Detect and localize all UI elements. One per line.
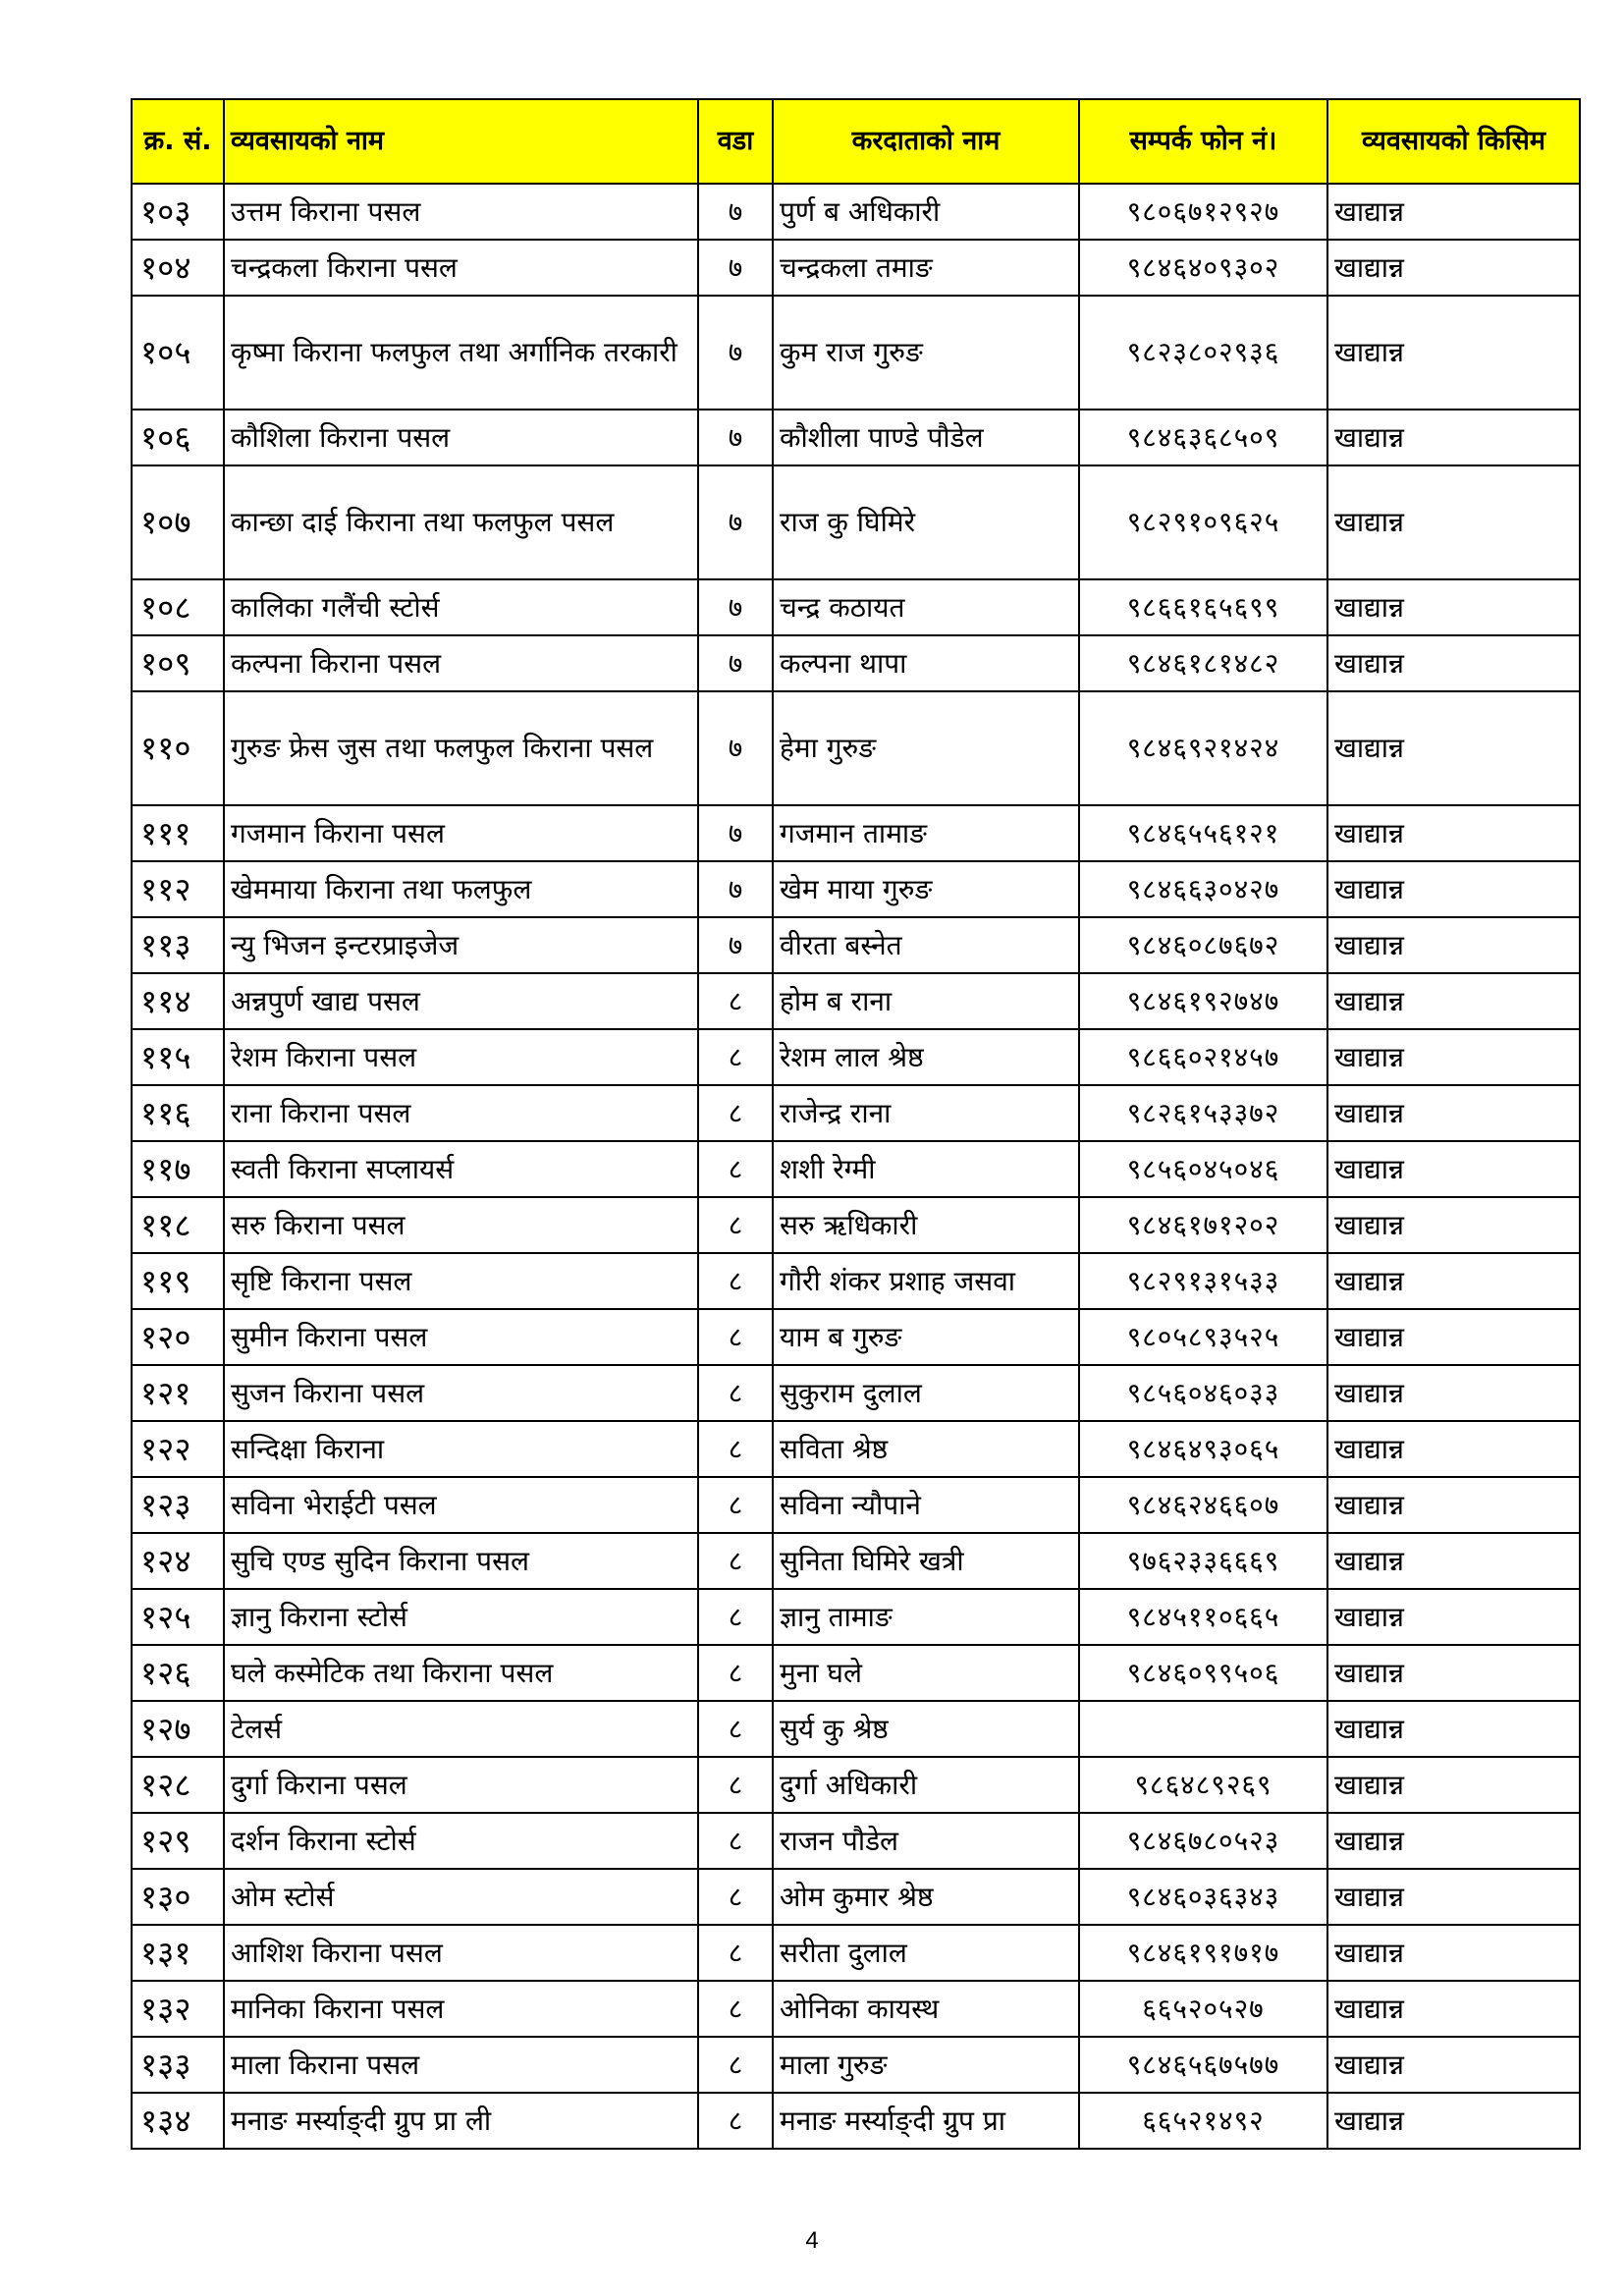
cell-ward: ८ bbox=[698, 1701, 773, 1757]
cell-ward: ७ bbox=[698, 240, 773, 296]
cell-contact-phone: ९८२९१०९६२५ bbox=[1079, 465, 1327, 579]
cell-serial-number: ११६ bbox=[132, 1085, 224, 1141]
cell-business-name: उत्तम किराना पसल bbox=[224, 184, 698, 240]
table-row bbox=[132, 1421, 1580, 1477]
cell-taxpayer-name: सुकुराम दुलाल bbox=[773, 1365, 1079, 1421]
cell-business-name: रेशम किराना पसल bbox=[224, 1029, 698, 1085]
cell-ward: ७ bbox=[698, 635, 773, 691]
cell-business-type: खाद्यान्न bbox=[1327, 1477, 1580, 1533]
cell-contact-phone: ९८४६०९९५०६ bbox=[1079, 1645, 1327, 1701]
cell-contact-phone: ९८४६६३०४२७ bbox=[1079, 861, 1327, 917]
cell-business-type: खाद्यान्न bbox=[1327, 861, 1580, 917]
cell-contact-phone: ९८४६१८१४८२ bbox=[1079, 635, 1327, 691]
cell-ward: ७ bbox=[698, 296, 773, 410]
cell-taxpayer-name: चन्द्र कठायत bbox=[773, 579, 1079, 635]
cell-serial-number: १११ bbox=[132, 805, 224, 861]
cell-business-name: ओम स्टोर्स bbox=[224, 1869, 698, 1925]
cell-taxpayer-name: वीरता बस्नेत bbox=[773, 917, 1079, 973]
cell-ward: ८ bbox=[698, 1309, 773, 1365]
cell-serial-number: ११३ bbox=[132, 917, 224, 973]
document-sheet bbox=[131, 98, 1579, 2150]
cell-serial-number: १२४ bbox=[132, 1533, 224, 1589]
cell-business-name: कृष्मा किराना फलफुल तथा अर्गानिक तरकारी bbox=[224, 296, 698, 410]
cell-serial-number: १३३ bbox=[132, 2037, 224, 2093]
table-row bbox=[132, 1701, 1580, 1757]
cell-business-type: खाद्यान्न bbox=[1327, 2037, 1580, 2093]
cell-ward: ८ bbox=[698, 1365, 773, 1421]
cell-ward: ८ bbox=[698, 1085, 773, 1141]
cell-business-type: खाद्यान्न bbox=[1327, 805, 1580, 861]
cell-taxpayer-name: राज कु घिमिरे bbox=[773, 465, 1079, 579]
cell-serial-number: १२१ bbox=[132, 1365, 224, 1421]
cell-serial-number: ११७ bbox=[132, 1141, 224, 1197]
cell-business-name: चन्द्रकला किराना पसल bbox=[224, 240, 698, 296]
table-row bbox=[132, 296, 1580, 410]
cell-contact-phone: ९८४६१९१७१७ bbox=[1079, 1925, 1327, 1981]
cell-business-name: दर्शन किराना स्टोर्स bbox=[224, 1813, 698, 1869]
cell-contact-phone: ९८०५८९३५२५ bbox=[1079, 1309, 1327, 1365]
cell-taxpayer-name: ओनिका कायस्थ bbox=[773, 1981, 1079, 2037]
cell-business-name: सरु किराना पसल bbox=[224, 1197, 698, 1253]
cell-business-type: खाद्यान्न bbox=[1327, 1701, 1580, 1757]
cell-contact-phone: ९८४६०८७६७२ bbox=[1079, 917, 1327, 973]
cell-taxpayer-name: सविना न्यौपाने bbox=[773, 1477, 1079, 1533]
cell-taxpayer-name: मनाङ मर्स्याङ्दी ग्रुप प्रा bbox=[773, 2093, 1079, 2149]
cell-business-name: आशिश किराना पसल bbox=[224, 1925, 698, 1981]
cell-business-name: मानिका किराना पसल bbox=[224, 1981, 698, 2037]
cell-contact-phone: ९८४६५५६१२१ bbox=[1079, 805, 1327, 861]
header-taxpayer-name: करदाताको नाम bbox=[773, 99, 1079, 184]
cell-business-name: सुजन किराना पसल bbox=[224, 1365, 698, 1421]
table-row bbox=[132, 1197, 1580, 1253]
cell-business-name: न्यु भिजन इन्टरप्राइजेज bbox=[224, 917, 698, 973]
cell-business-type: खाद्यान्न bbox=[1327, 1309, 1580, 1365]
cell-contact-phone: ९८४५११०६६५ bbox=[1079, 1589, 1327, 1645]
cell-business-name: सुचि एण्ड सुदिन किराना पसल bbox=[224, 1533, 698, 1589]
cell-serial-number: ११८ bbox=[132, 1197, 224, 1253]
table-row bbox=[132, 1981, 1580, 2037]
cell-business-type: खाद्यान्न bbox=[1327, 635, 1580, 691]
cell-business-type: खाद्यान्न bbox=[1327, 240, 1580, 296]
cell-business-type: खाद्यान्न bbox=[1327, 1029, 1580, 1085]
cell-serial-number: १३२ bbox=[132, 1981, 224, 2037]
cell-business-type: खाद्यान्न bbox=[1327, 1253, 1580, 1309]
table-row bbox=[132, 1309, 1580, 1365]
cell-business-type: खाद्यान्न bbox=[1327, 973, 1580, 1029]
cell-ward: ७ bbox=[698, 465, 773, 579]
cell-contact-phone: ९८४६९२१४२४ bbox=[1079, 691, 1327, 805]
cell-serial-number: १३१ bbox=[132, 1925, 224, 1981]
cell-business-name: कालिका गलैंची स्टोर्स bbox=[224, 579, 698, 635]
cell-taxpayer-name: राजेन्द्र राना bbox=[773, 1085, 1079, 1141]
cell-business-type: खाद्यान्न bbox=[1327, 1533, 1580, 1589]
cell-ward: ८ bbox=[698, 1981, 773, 2037]
cell-ward: ८ bbox=[698, 1645, 773, 1701]
cell-taxpayer-name: कौशीला पाण्डे पौडेल bbox=[773, 410, 1079, 465]
cell-contact-phone: ९८४६३६८५०९ bbox=[1079, 410, 1327, 465]
cell-ward: ८ bbox=[698, 1813, 773, 1869]
cell-taxpayer-name: ज्ञानु तामाङ bbox=[773, 1589, 1079, 1645]
cell-business-type: खाद्यान्न bbox=[1327, 1869, 1580, 1925]
cell-taxpayer-name: माला गुरुङ bbox=[773, 2037, 1079, 2093]
cell-contact-phone: ९८६६१६५६९९ bbox=[1079, 579, 1327, 635]
cell-ward: ७ bbox=[698, 861, 773, 917]
cell-ward: ७ bbox=[698, 184, 773, 240]
table-row bbox=[132, 1253, 1580, 1309]
cell-ward: ८ bbox=[698, 1925, 773, 1981]
cell-business-type: खाद्यान्न bbox=[1327, 1141, 1580, 1197]
cell-business-name: स्वती किराना सप्लायर्स bbox=[224, 1141, 698, 1197]
cell-ward: ८ bbox=[698, 1869, 773, 1925]
cell-taxpayer-name: कल्पना थापा bbox=[773, 635, 1079, 691]
cell-taxpayer-name: शशी रेग्मी bbox=[773, 1141, 1079, 1197]
cell-serial-number: १३४ bbox=[132, 2093, 224, 2149]
cell-serial-number: ११९ bbox=[132, 1253, 224, 1309]
cell-ward: ८ bbox=[698, 2093, 773, 2149]
header-row bbox=[132, 99, 1580, 184]
cell-taxpayer-name: गौरी शंकर प्रशाह जसवा bbox=[773, 1253, 1079, 1309]
header-serial-number: क्र. सं. bbox=[132, 99, 224, 184]
table-row bbox=[132, 1477, 1580, 1533]
table-row bbox=[132, 917, 1580, 973]
cell-business-name: सुमीन किराना पसल bbox=[224, 1309, 698, 1365]
cell-business-name: खेममाया किराना तथा फलफुल bbox=[224, 861, 698, 917]
table-row bbox=[132, 1141, 1580, 1197]
cell-serial-number: १०५ bbox=[132, 296, 224, 410]
cell-contact-phone: ९८५६०४६०३३ bbox=[1079, 1365, 1327, 1421]
cell-business-name: मनाङ मर्स्याङ्दी ग्रुप प्रा ली bbox=[224, 2093, 698, 2149]
cell-business-name: कौशिला किराना पसल bbox=[224, 410, 698, 465]
cell-serial-number: ११४ bbox=[132, 973, 224, 1029]
cell-ward: ८ bbox=[698, 1477, 773, 1533]
cell-business-name: घले कस्मेटिक तथा किराना पसल bbox=[224, 1645, 698, 1701]
cell-business-name: सृष्टि किराना पसल bbox=[224, 1253, 698, 1309]
cell-business-type: खाद्यान्न bbox=[1327, 1645, 1580, 1701]
cell-serial-number: १०९ bbox=[132, 635, 224, 691]
cell-taxpayer-name: चन्द्रकला तमाङ bbox=[773, 240, 1079, 296]
cell-taxpayer-name: मुना घले bbox=[773, 1645, 1079, 1701]
cell-ward: ८ bbox=[698, 1589, 773, 1645]
table-row bbox=[132, 1813, 1580, 1869]
table-row bbox=[132, 410, 1580, 465]
cell-ward: ८ bbox=[698, 1533, 773, 1589]
cell-taxpayer-name: कुम राज गुरुङ bbox=[773, 296, 1079, 410]
cell-business-type: खाद्यान्न bbox=[1327, 1757, 1580, 1813]
cell-ward: ७ bbox=[698, 579, 773, 635]
cell-business-type: खाद्यान्न bbox=[1327, 1421, 1580, 1477]
cell-serial-number: १०६ bbox=[132, 410, 224, 465]
cell-contact-phone: ९८४६१७१२०२ bbox=[1079, 1197, 1327, 1253]
cell-business-type: खाद्यान्न bbox=[1327, 1365, 1580, 1421]
table-header bbox=[132, 99, 1580, 184]
cell-ward: ८ bbox=[698, 1029, 773, 1085]
cell-business-name: राना किराना पसल bbox=[224, 1085, 698, 1141]
cell-contact-phone: ९८६६०२१४५७ bbox=[1079, 1029, 1327, 1085]
cell-business-type: खाद्यान्न bbox=[1327, 1589, 1580, 1645]
cell-taxpayer-name: सुनिता घिमिरे खत्री bbox=[773, 1533, 1079, 1589]
cell-business-type: खाद्यान्न bbox=[1327, 184, 1580, 240]
cell-contact-phone bbox=[1079, 1701, 1327, 1757]
cell-taxpayer-name: सविता श्रेष्ठ bbox=[773, 1421, 1079, 1477]
cell-business-type: खाद्यान्न bbox=[1327, 1925, 1580, 1981]
cell-taxpayer-name: रेशम लाल श्रेष्ठ bbox=[773, 1029, 1079, 1085]
cell-serial-number: १०३ bbox=[132, 184, 224, 240]
table-row bbox=[132, 2037, 1580, 2093]
table-row bbox=[132, 973, 1580, 1029]
cell-business-type: खाद्यान्न bbox=[1327, 579, 1580, 635]
table-row bbox=[132, 1085, 1580, 1141]
cell-ward: ८ bbox=[698, 1757, 773, 1813]
table-row bbox=[132, 240, 1580, 296]
cell-business-name: गजमान किराना पसल bbox=[224, 805, 698, 861]
cell-contact-phone: ६६५२०५२७ bbox=[1079, 1981, 1327, 2037]
cell-business-type: खाद्यान्न bbox=[1327, 691, 1580, 805]
cell-contact-phone: ९८४६५६७५७७ bbox=[1079, 2037, 1327, 2093]
table-row bbox=[132, 861, 1580, 917]
table-row bbox=[132, 1869, 1580, 1925]
header-business-type: व्यवसायको किसिम bbox=[1327, 99, 1580, 184]
table-row bbox=[132, 691, 1580, 805]
cell-contact-phone: ९८४६४०९३०२ bbox=[1079, 240, 1327, 296]
cell-serial-number: ११५ bbox=[132, 1029, 224, 1085]
cell-contact-phone: ९८४६७८०५२३ bbox=[1079, 1813, 1327, 1869]
table-row bbox=[132, 1589, 1580, 1645]
cell-ward: ७ bbox=[698, 410, 773, 465]
table-row bbox=[132, 805, 1580, 861]
cell-contact-phone: ९८४६४९३०६५ bbox=[1079, 1421, 1327, 1477]
cell-taxpayer-name: सरु ऋधिकारी bbox=[773, 1197, 1079, 1253]
cell-business-name: सन्दिक्षा किराना bbox=[224, 1421, 698, 1477]
table-row bbox=[132, 579, 1580, 635]
cell-taxpayer-name: होम ब राना bbox=[773, 973, 1079, 1029]
cell-serial-number: १२७ bbox=[132, 1701, 224, 1757]
cell-contact-phone: ९८२९१३१५३३ bbox=[1079, 1253, 1327, 1309]
cell-serial-number: १२९ bbox=[132, 1813, 224, 1869]
cell-ward: ८ bbox=[698, 1141, 773, 1197]
cell-serial-number: १२५ bbox=[132, 1589, 224, 1645]
cell-taxpayer-name: राजन पौडेल bbox=[773, 1813, 1079, 1869]
cell-ward: ८ bbox=[698, 973, 773, 1029]
cell-contact-phone: ९८४६१९२७४७ bbox=[1079, 973, 1327, 1029]
cell-serial-number: १२० bbox=[132, 1309, 224, 1365]
cell-business-type: खाद्यान्न bbox=[1327, 1981, 1580, 2037]
cell-contact-phone: ९८२३८०२९३६ bbox=[1079, 296, 1327, 410]
header-contact-phone: सम्पर्क फोन नं। bbox=[1079, 99, 1327, 184]
cell-business-name: दुर्गा किराना पसल bbox=[224, 1757, 698, 1813]
table-row bbox=[132, 2093, 1580, 2149]
cell-business-name: कल्पना किराना पसल bbox=[224, 635, 698, 691]
cell-business-type: खाद्यान्न bbox=[1327, 1197, 1580, 1253]
cell-business-name: टेलर्स bbox=[224, 1701, 698, 1757]
table-row bbox=[132, 1365, 1580, 1421]
table-row bbox=[132, 184, 1580, 240]
cell-ward: ८ bbox=[698, 1253, 773, 1309]
cell-taxpayer-name: गजमान तामाङ bbox=[773, 805, 1079, 861]
cell-serial-number: ११० bbox=[132, 691, 224, 805]
cell-serial-number: १२३ bbox=[132, 1477, 224, 1533]
cell-serial-number: १०४ bbox=[132, 240, 224, 296]
cell-taxpayer-name: सुर्य कु श्रेष्ठ bbox=[773, 1701, 1079, 1757]
cell-business-type: खाद्यान्न bbox=[1327, 296, 1580, 410]
page-number: 4 bbox=[805, 2227, 819, 2254]
cell-serial-number: १३० bbox=[132, 1869, 224, 1925]
table-row bbox=[132, 1757, 1580, 1813]
cell-business-type: खाद्यान्न bbox=[1327, 1085, 1580, 1141]
cell-contact-phone: ९८०६७१२९२७ bbox=[1079, 184, 1327, 240]
cell-taxpayer-name: दुर्गा अधिकारी bbox=[773, 1757, 1079, 1813]
cell-contact-phone: ९८६४८९२६९ bbox=[1079, 1757, 1327, 1813]
cell-contact-phone: ९८५६०४५०४६ bbox=[1079, 1141, 1327, 1197]
cell-ward: ७ bbox=[698, 917, 773, 973]
cell-ward: ७ bbox=[698, 691, 773, 805]
cell-taxpayer-name: ओम कुमार श्रेष्ठ bbox=[773, 1869, 1079, 1925]
cell-serial-number: १२८ bbox=[132, 1757, 224, 1813]
cell-taxpayer-name: याम ब गुरुङ bbox=[773, 1309, 1079, 1365]
cell-business-type: खाद्यान्न bbox=[1327, 917, 1580, 973]
cell-serial-number: १२६ bbox=[132, 1645, 224, 1701]
cell-serial-number: १२२ bbox=[132, 1421, 224, 1477]
cell-taxpayer-name: हेमा गुरुङ bbox=[773, 691, 1079, 805]
business-table bbox=[131, 98, 1581, 2150]
cell-taxpayer-name: खेम माया गुरुङ bbox=[773, 861, 1079, 917]
header-ward: वडा bbox=[698, 99, 773, 184]
cell-business-name: सविना भेराईटी पसल bbox=[224, 1477, 698, 1533]
cell-business-type: खाद्यान्न bbox=[1327, 2093, 1580, 2149]
cell-ward: ७ bbox=[698, 805, 773, 861]
table-row bbox=[132, 1533, 1580, 1589]
cell-taxpayer-name: सरीता दुलाल bbox=[773, 1925, 1079, 1981]
cell-contact-phone: ९८४६०३६३४३ bbox=[1079, 1869, 1327, 1925]
table-row bbox=[132, 465, 1580, 579]
table-row bbox=[132, 635, 1580, 691]
cell-contact-phone: ९७६२३३६६६९ bbox=[1079, 1533, 1327, 1589]
table-row bbox=[132, 1029, 1580, 1085]
header-business-name: व्यवसायको नाम bbox=[224, 99, 698, 184]
cell-business-name: ज्ञानु किराना स्टोर्स bbox=[224, 1589, 698, 1645]
cell-taxpayer-name: पुर्ण ब अधिकारी bbox=[773, 184, 1079, 240]
cell-business-type: खाद्यान्न bbox=[1327, 410, 1580, 465]
table-row bbox=[132, 1925, 1580, 1981]
table-body bbox=[132, 184, 1580, 2149]
table-row bbox=[132, 1645, 1580, 1701]
cell-business-type: खाद्यान्न bbox=[1327, 1813, 1580, 1869]
cell-contact-phone: ९८४६२४६६०७ bbox=[1079, 1477, 1327, 1533]
cell-ward: ८ bbox=[698, 1197, 773, 1253]
cell-serial-number: ११२ bbox=[132, 861, 224, 917]
cell-serial-number: १०८ bbox=[132, 579, 224, 635]
cell-contact-phone: ६६५२१४९२ bbox=[1079, 2093, 1327, 2149]
cell-business-name: कान्छा दाई किराना तथा फलफुल पसल bbox=[224, 465, 698, 579]
cell-serial-number: १०७ bbox=[132, 465, 224, 579]
cell-contact-phone: ९८२६१५३३७२ bbox=[1079, 1085, 1327, 1141]
cell-business-name: माला किराना पसल bbox=[224, 2037, 698, 2093]
cell-business-type: खाद्यान्न bbox=[1327, 465, 1580, 579]
cell-ward: ८ bbox=[698, 2037, 773, 2093]
cell-business-name: अन्नपुर्ण खाद्य पसल bbox=[224, 973, 698, 1029]
cell-ward: ८ bbox=[698, 1421, 773, 1477]
cell-business-name: गुरुङ फ्रेस जुस तथा फलफुल किराना पसल bbox=[224, 691, 698, 805]
